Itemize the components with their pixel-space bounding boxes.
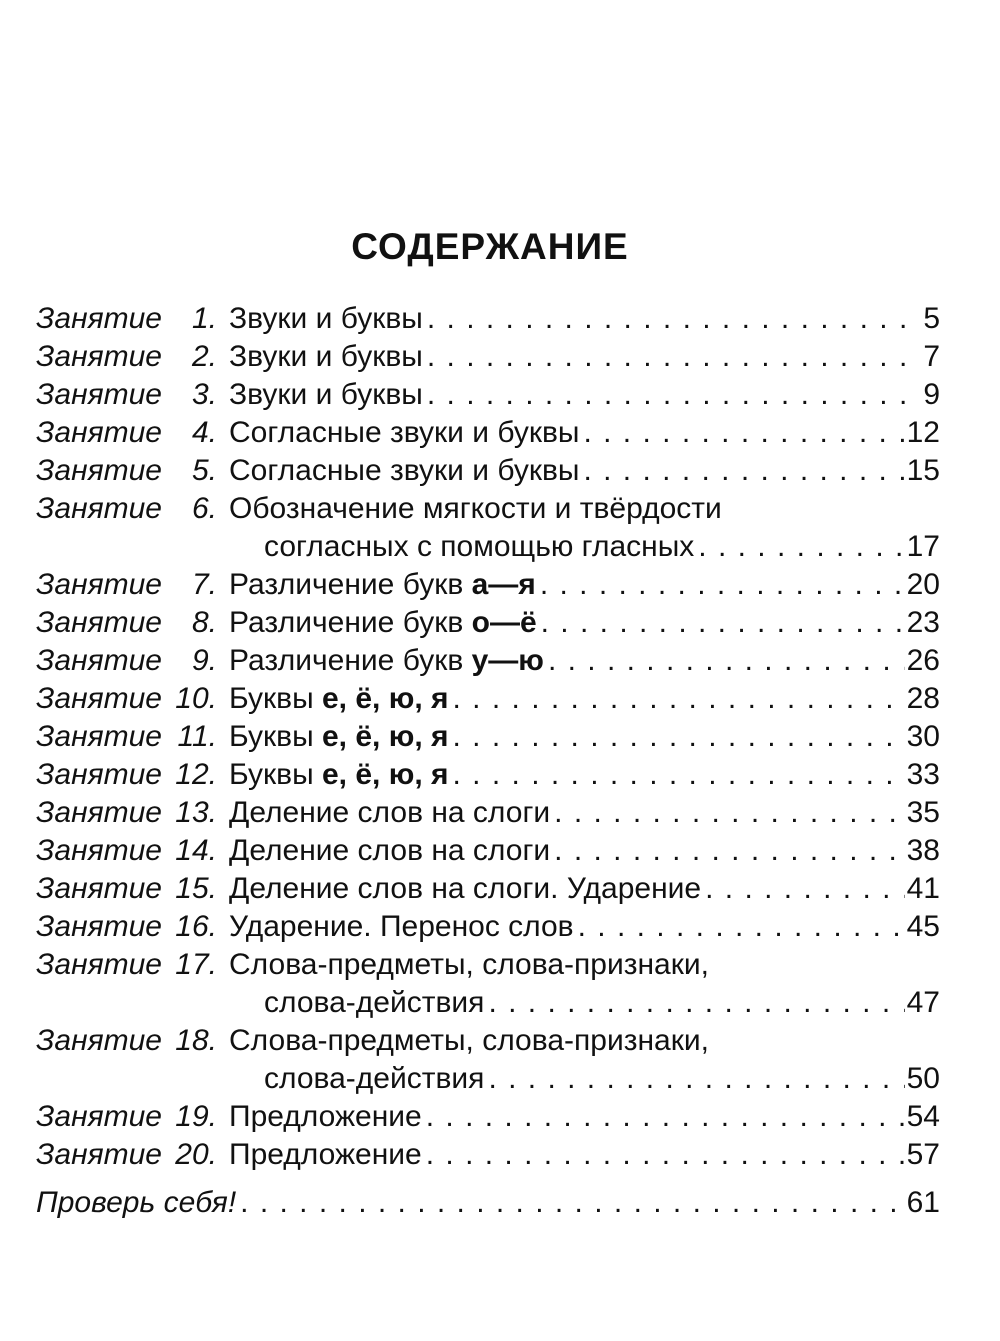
entry-label: [36, 946, 217, 984]
entry-label-text: Занятие: [36, 1024, 162, 1057]
leader-dots: [536, 566, 905, 604]
entry-title-text: Различение букв: [229, 606, 472, 639]
entry-page-number: 54: [906, 1100, 940, 1133]
entry-title: [229, 908, 574, 946]
entry-line: [229, 718, 940, 756]
entry-label-text: Занятие: [36, 720, 162, 753]
leader-dots: [423, 338, 921, 376]
entry-title-text: Буквы: [229, 682, 322, 715]
entry-title-text: Различение букв: [229, 644, 472, 677]
entry-label-text: Занятие: [36, 340, 162, 373]
leader-dots: [579, 414, 904, 452]
entry-title-text: Деление слов на слоги: [229, 796, 551, 829]
entry-page-number: 30: [906, 720, 940, 753]
entry-line: [229, 832, 940, 870]
entry-line: [229, 1136, 940, 1174]
entry-line: [229, 756, 940, 794]
entry-label-text: Занятие: [36, 416, 162, 449]
entry-number: 1.: [191, 302, 217, 335]
leader-dots: [550, 832, 904, 870]
entry-line: [229, 642, 940, 680]
entry-number: 3.: [191, 378, 217, 411]
entry-label-text: Занятие: [36, 492, 162, 525]
entry-page-number: 61: [906, 1186, 940, 1219]
entry-title: [229, 490, 722, 528]
entry-label-text: Занятие: [36, 378, 162, 411]
leader-dots: [537, 604, 905, 642]
entry-title-text: Предложение: [229, 1100, 422, 1133]
entry-title: [229, 1022, 709, 1060]
leader-dots: [550, 794, 904, 832]
entry-label-text: Занятие: [36, 758, 162, 791]
entry-title-continued: согласных с помощью гласных: [264, 530, 695, 563]
toc-entry: [36, 490, 940, 528]
entry-title-text: Слова-предметы, слова-признаки,: [229, 948, 709, 981]
page-title: СОДЕРЖАНИЕ: [351, 226, 629, 267]
entry-page-number: 35: [906, 796, 940, 829]
entry-title-text: Предложение: [229, 1138, 422, 1171]
entry-page-number: 17: [906, 530, 940, 563]
toc-entry: [36, 642, 940, 680]
leader-dots: [544, 642, 905, 680]
entry-label: [36, 832, 217, 870]
entry-label: [36, 566, 217, 604]
entry-line: [229, 414, 940, 452]
entry-title: [229, 718, 449, 756]
toc-entry: [36, 300, 940, 338]
entry-title: [229, 376, 423, 414]
leader-dots: [484, 984, 904, 1022]
leader-dots: [422, 1098, 905, 1136]
toc-entry: [36, 452, 940, 490]
table-of-contents: [36, 300, 940, 1222]
entry-page-number: 38: [906, 834, 940, 867]
entry-title: [229, 300, 423, 338]
toc-entry: [36, 376, 940, 414]
entry-label-text: Занятие: [36, 644, 162, 677]
entry-title-text: Обозначение мягкости и твёрдости: [229, 492, 722, 525]
entry-line: [229, 300, 940, 338]
entry-line: [229, 946, 940, 984]
entry-number: 7.: [191, 568, 217, 601]
entry-line: [229, 604, 940, 642]
entry-label-text: Занятие: [36, 606, 162, 639]
entry-title: [229, 680, 449, 718]
entry-title-text: Различение букв: [229, 568, 472, 601]
leader-dots: [694, 528, 904, 566]
entry-line: [229, 338, 940, 376]
entry-label: [36, 870, 217, 908]
entry-title: [229, 794, 550, 832]
entry-number: 6.: [191, 492, 217, 525]
entry-label-text: Занятие: [36, 682, 162, 715]
entry-title-text: Буквы: [229, 758, 322, 791]
toc-entry-continuation: [36, 1060, 940, 1098]
entry-label: [36, 338, 217, 376]
entry-title: [229, 642, 544, 680]
leader-dots: [449, 756, 905, 794]
entry-line: [229, 452, 940, 490]
entry-label: [36, 604, 217, 642]
entry-title-text: Деление слов на слоги. Ударение: [229, 872, 702, 905]
entry-number: 20.: [175, 1138, 217, 1171]
toc-entry: [36, 718, 940, 756]
entry-label-text: Занятие: [36, 948, 162, 981]
entry-number: 14.: [175, 834, 217, 867]
toc-entry: [36, 1098, 940, 1136]
entry-page-number: 26: [906, 644, 940, 677]
leader-dots: [579, 452, 904, 490]
entry-title: [229, 870, 701, 908]
entry-label-text: Занятие: [36, 1100, 162, 1133]
entry-line: [264, 528, 940, 566]
toc-entry-continuation: [36, 984, 940, 1022]
entry-title-bold: е, ё, ю, я: [322, 720, 449, 753]
entry-label: [36, 490, 217, 528]
entry-line: [229, 376, 940, 414]
entry-label: [36, 908, 217, 946]
entry-label: [36, 794, 217, 832]
toc-entry-continuation: [36, 528, 940, 566]
entry-label-text: Занятие: [36, 872, 162, 905]
entry-label-text: Занятие: [36, 834, 162, 867]
entry-label: [36, 452, 217, 490]
entry-number: 13.: [175, 796, 217, 829]
entry-line: [229, 908, 940, 946]
entry-line: [229, 870, 940, 908]
entry-label-text: Занятие: [36, 1138, 162, 1171]
entry-title-continued: слова-действия: [264, 1062, 485, 1095]
leader-dots: [236, 1184, 904, 1222]
entry-label-text: Занятие: [36, 302, 162, 335]
toc-entry: [36, 946, 940, 984]
toc-entry: [36, 1022, 940, 1060]
entry-line: [264, 1060, 940, 1098]
entry-title-text: Звуки и буквы: [229, 340, 423, 373]
entry-label: [36, 756, 217, 794]
entry-title-bold: о—ё: [471, 606, 537, 639]
entry-number: 16.: [175, 910, 217, 943]
entry-number: 11.: [177, 720, 217, 753]
entry-label-text: Занятие: [36, 796, 162, 829]
leader-dots: [449, 718, 905, 756]
entry-title: [229, 452, 579, 490]
entry-page-number: 28: [906, 682, 940, 715]
entry-page-number: 23: [906, 606, 940, 639]
entry-label: [36, 1022, 217, 1060]
leader-dots: [423, 300, 921, 338]
entry-label: [36, 414, 217, 452]
entry-title-bold: е, ё, ю, я: [322, 758, 449, 791]
entry-title-text: Буквы: [229, 720, 322, 753]
toc-entry: [36, 604, 940, 642]
entry-label: [36, 376, 217, 414]
entry-page-number: 20: [906, 568, 940, 601]
entry-title: [229, 414, 579, 452]
entry-title: [229, 832, 550, 870]
entry-page-number: 47: [906, 986, 940, 1019]
entry-page-number: 41: [906, 872, 940, 905]
entry-page-number: 9: [923, 378, 940, 411]
entry-number: 4.: [191, 416, 217, 449]
entry-line: [229, 1098, 940, 1136]
entry-title-text: Деление слов на слоги: [229, 834, 551, 867]
entry-number: 2.: [191, 340, 217, 373]
leader-dots: [423, 376, 921, 414]
entry-title: [229, 946, 709, 984]
entry-page-number: 57: [906, 1138, 940, 1171]
entry-title: [229, 1136, 422, 1174]
final-label: Проверь себя!: [36, 1186, 237, 1219]
entry-label: [36, 680, 217, 718]
entry-line: [264, 984, 940, 1022]
leader-dots: [484, 1060, 904, 1098]
entry-title: [229, 566, 536, 604]
toc-entry: [36, 870, 940, 908]
entry-label-text: Занятие: [36, 454, 162, 487]
toc-entry: [36, 756, 940, 794]
toc-entry: [36, 908, 940, 946]
entry-page-number: 15: [906, 454, 940, 487]
toc-entry-final: [36, 1184, 940, 1222]
toc-entry: [36, 414, 940, 452]
entry-page-number: 5: [923, 302, 940, 335]
toc-entry: [36, 680, 940, 718]
toc-entry: [36, 338, 940, 376]
entry-page-number: 45: [906, 910, 940, 943]
entry-label-text: Занятие: [36, 568, 162, 601]
entry-title: [229, 1098, 422, 1136]
toc-entry: [36, 566, 940, 604]
entry-title-text: Согласные звуки и буквы: [229, 416, 580, 449]
entry-number: 8.: [191, 606, 217, 639]
leader-dots: [449, 680, 905, 718]
entry-title: [229, 338, 423, 376]
leader-dots: [422, 1136, 905, 1174]
entry-line: [229, 566, 940, 604]
toc-entry: [36, 832, 940, 870]
entry-number: 15.: [175, 872, 217, 905]
entry-line: [229, 680, 940, 718]
entry-number: 17.: [175, 948, 217, 981]
entry-page-number: 12: [906, 416, 940, 449]
toc-entry: [36, 794, 940, 832]
entry-number: 9.: [191, 644, 217, 677]
entry-label: [36, 1136, 217, 1174]
leader-dots: [701, 870, 905, 908]
entry-line: [229, 490, 940, 528]
entry-number: 18.: [175, 1024, 217, 1057]
entry-title-text: Слова-предметы, слова-признаки,: [229, 1024, 709, 1057]
entry-title-text: Звуки и буквы: [229, 302, 423, 335]
entry-number: 12.: [175, 758, 217, 791]
entry-page-number: 7: [923, 340, 940, 373]
entry-number: 5.: [191, 454, 217, 487]
entry-title-bold: а—я: [471, 568, 536, 601]
entry-title-bold: е, ё, ю, я: [322, 682, 449, 715]
entry-title-text: Ударение. Перенос слов: [229, 910, 574, 943]
entry-title: [229, 604, 537, 642]
entry-label-text: Занятие: [36, 910, 162, 943]
entry-page-number: 33: [906, 758, 940, 791]
leader-dots: [574, 908, 905, 946]
entry-number: 19.: [175, 1100, 217, 1133]
entry-label: [36, 300, 217, 338]
entry-line: [36, 1184, 940, 1222]
entry-title-continued: слова-действия: [264, 986, 485, 1019]
entry-title-bold: у—ю: [471, 644, 544, 677]
entry-label: [36, 1098, 217, 1136]
entry-label: [36, 718, 217, 756]
entry-title-text: Согласные звуки и буквы: [229, 454, 580, 487]
toc-entry: [36, 1136, 940, 1174]
entry-title: [229, 756, 449, 794]
entry-line: [229, 794, 940, 832]
entry-title-text: Звуки и буквы: [229, 378, 423, 411]
entry-line: [229, 1022, 940, 1060]
entry-number: 10.: [175, 682, 217, 715]
entry-page-number: 50: [906, 1062, 940, 1095]
entry-label: [36, 642, 217, 680]
